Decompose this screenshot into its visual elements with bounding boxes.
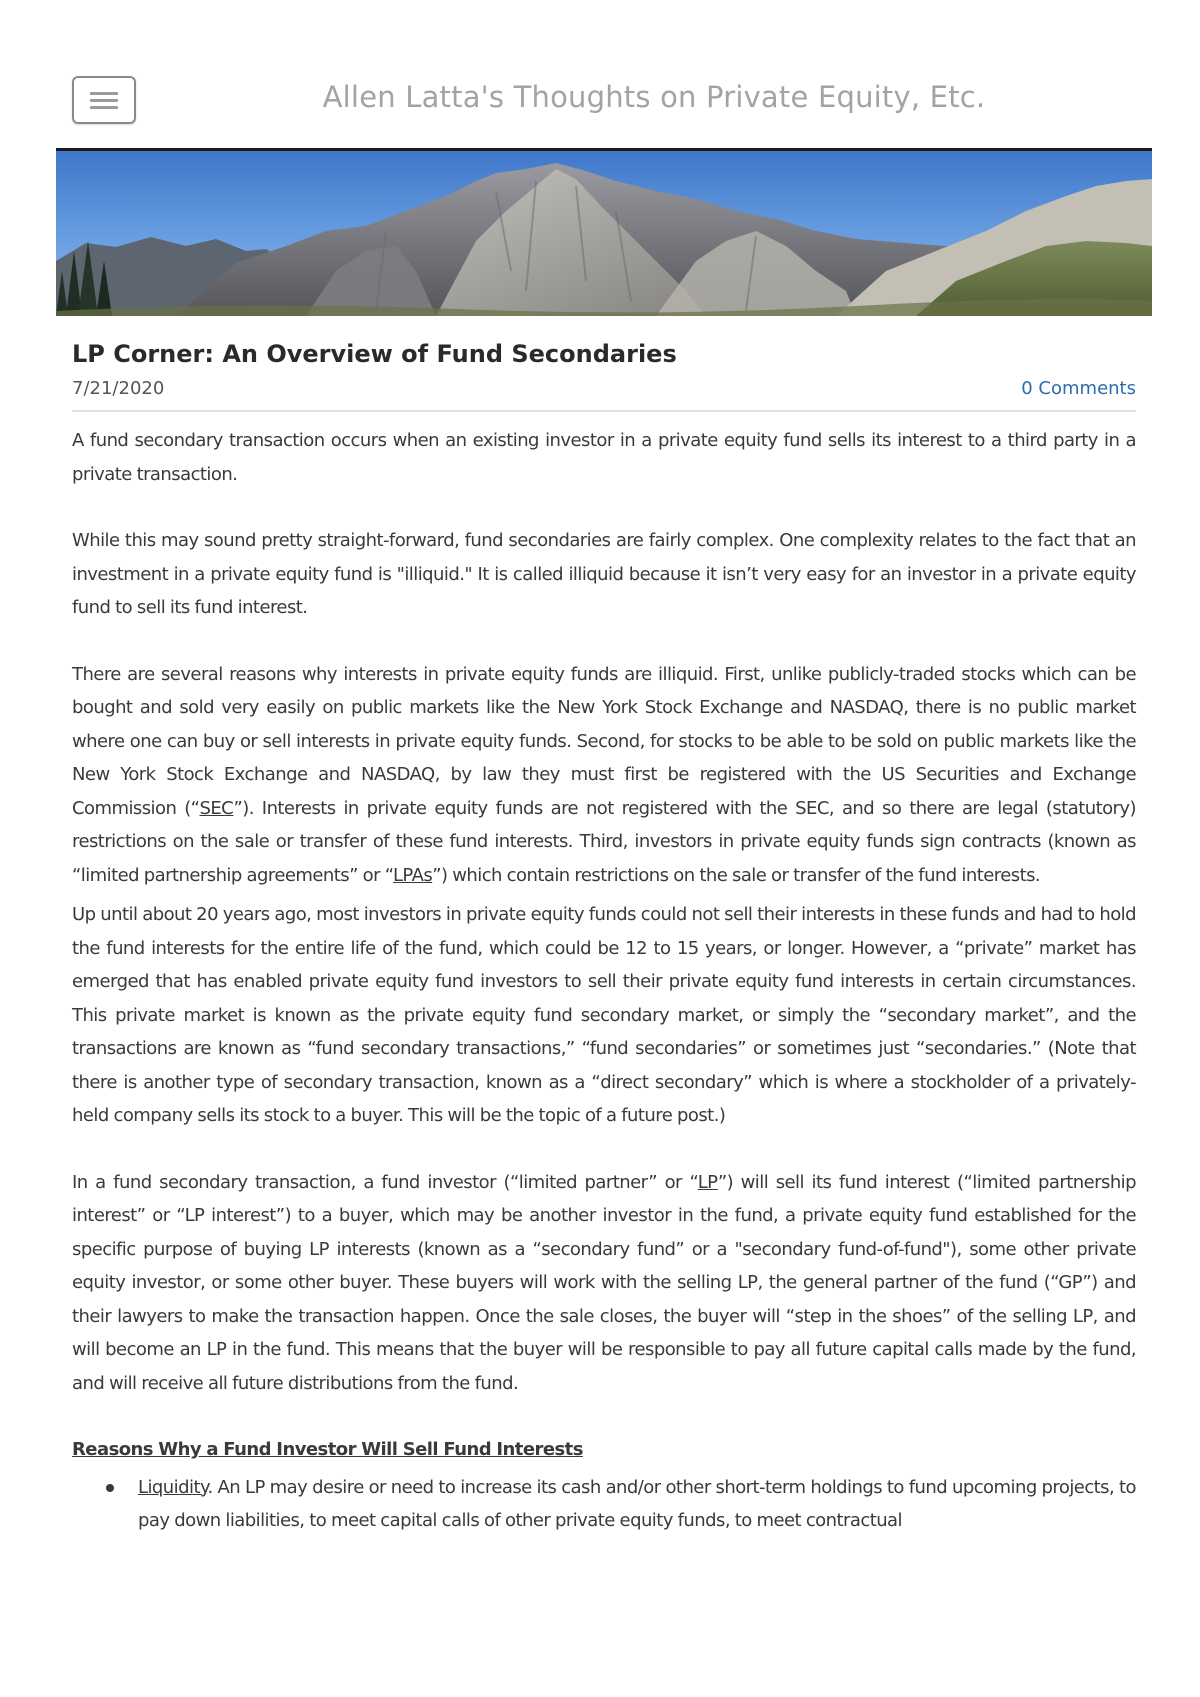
paragraph-4: Up until about 20 years ago, most investors in private equity funds could not sell their interests in these funds and had to hold the fund interests for the entire life of the fund, which could be 12 to 15 years, or longer. However, a “private” market has emerged that has enabled private equity fund investors to sell their private equity fund interests in certain circumstances. This private market is known as the private equity fund secondary market, or simply the “secondary market”, and the transactions are known as “fund secondary transactions,” “fund secondaries” or sometimes just “secondaries.” (Note that there is another type of secondary transaction, known as a “direct secondary” which is where a stockholder of a privately-held company sells its stock to a buyer. This will be the topic of a future post.) — [72, 904, 1136, 1126]
paragraph-spacer — [72, 1133, 1136, 1166]
blog-post — [72, 336, 1136, 1538]
hamburger-menu-icon-bar — [90, 99, 118, 102]
paragraph-spacer — [72, 1400, 1136, 1433]
paragraph-5-part-b: ”) will sell its fund interest (“limited partnership interest” or “LP interest”) to a buyer, which may be another investor in the fund, a private equity fund established for the specific purpose of buying LP interests (known as a “secondary fund” or a "secondary fund-of-fund"), some other private equity investor, or some other buyer. These buyers will work with the selling LP, the general partner of the fund (“GP”) and their lawyers to make the transaction happen. Once the sale closes, the buyer will “step in the shoes” of the selling LP, and will become an LP in the fund. This means that the buyer will be responsible to pay all future capital calls made by the fund, and will receive all future distributions from the fund. — [72, 1171, 1137, 1394]
paragraph-spacer — [72, 491, 1136, 524]
paragraph-spacer — [72, 625, 1136, 658]
post-body — [72, 424, 1136, 1538]
paragraph-5-part-a: In a fund secondary transaction, a fund investor (“limited partner” or “ — [72, 1171, 698, 1193]
hamburger-menu-button[interactable] — [72, 76, 136, 124]
list-item-text: . An LP may desire or need to increase its cash and/or other short-term holdings to fund upcoming projects, to pay down liabilities, to meet capital calls of other private equity funds, to meet contractual — [138, 1476, 1136, 1531]
paragraph-2: While this may sound pretty straight-forward, fund secondaries are fairly complex. One complexity relates to the fact that an investment in a private equity fund is "illiquid." It is called illiquid because it isn’t very easy for an investor in a private equity fund to sell its fund interest. — [72, 530, 1136, 618]
paragraph-3-part-a: There are several reasons why interests in private equity funds are illiquid. First, unlike publicly-traded stocks which can be bought and sold very easily on public markets like the New York Stock Exchange and NASDAQ, there is no public market where one can buy or sell interests in private equity funds. Second, for stocks to be able to be sold on public markets like the New York Stock Exchange and NASDAQ, by law they must first be registered with the US Securities and Exchange Commission (“ — [72, 663, 1136, 819]
sec-link[interactable]: SEC — [199, 797, 234, 819]
hamburger-menu-icon — [90, 92, 118, 95]
post-date: 7/21/2020 — [72, 378, 165, 399]
paragraph-5 — [72, 1166, 1136, 1401]
reasons-list — [72, 1471, 1136, 1538]
paragraph-3-part-c: ”) which contain restrictions on the sale or transfer of the fund interests. — [432, 864, 1041, 886]
paragraph-1: A fund secondary transaction occurs when an existing investor in a private equity fund sells its interest to a third party in a private transaction. — [72, 430, 1136, 485]
comments-link[interactable]: 0 Comments — [1021, 378, 1136, 399]
banner-image — [56, 151, 1152, 316]
site-header — [56, 60, 1152, 146]
section-heading: Reasons Why a Fund Investor Will Sell Fund Interests — [72, 1439, 583, 1460]
list-item — [138, 1471, 1136, 1538]
mountain-landscape-image — [56, 151, 1152, 316]
lp-link[interactable]: LP — [697, 1171, 718, 1193]
paragraph-3 — [72, 658, 1136, 893]
post-meta — [72, 378, 1136, 412]
hamburger-menu-icon-bar — [90, 106, 118, 109]
bullet-icon — [106, 1484, 114, 1492]
paragraph-3-part-b: ”). Interests in private equity funds are not registered with the SEC, and so there are legal (statutory) restrictions on the sale or transfer of these fund interests. Third, investors in private equity funds sign contracts (known as “limited partnership agreements” or “ — [72, 797, 1136, 886]
liquidity-link[interactable]: Liquidity — [138, 1476, 208, 1498]
site-title[interactable]: Allen Latta's Thoughts on Private Equity, Etc. — [322, 80, 986, 114]
lpas-link[interactable]: LPAs — [392, 864, 433, 886]
post-title: LP Corner: An Overview of Fund Secondaries — [72, 340, 677, 368]
